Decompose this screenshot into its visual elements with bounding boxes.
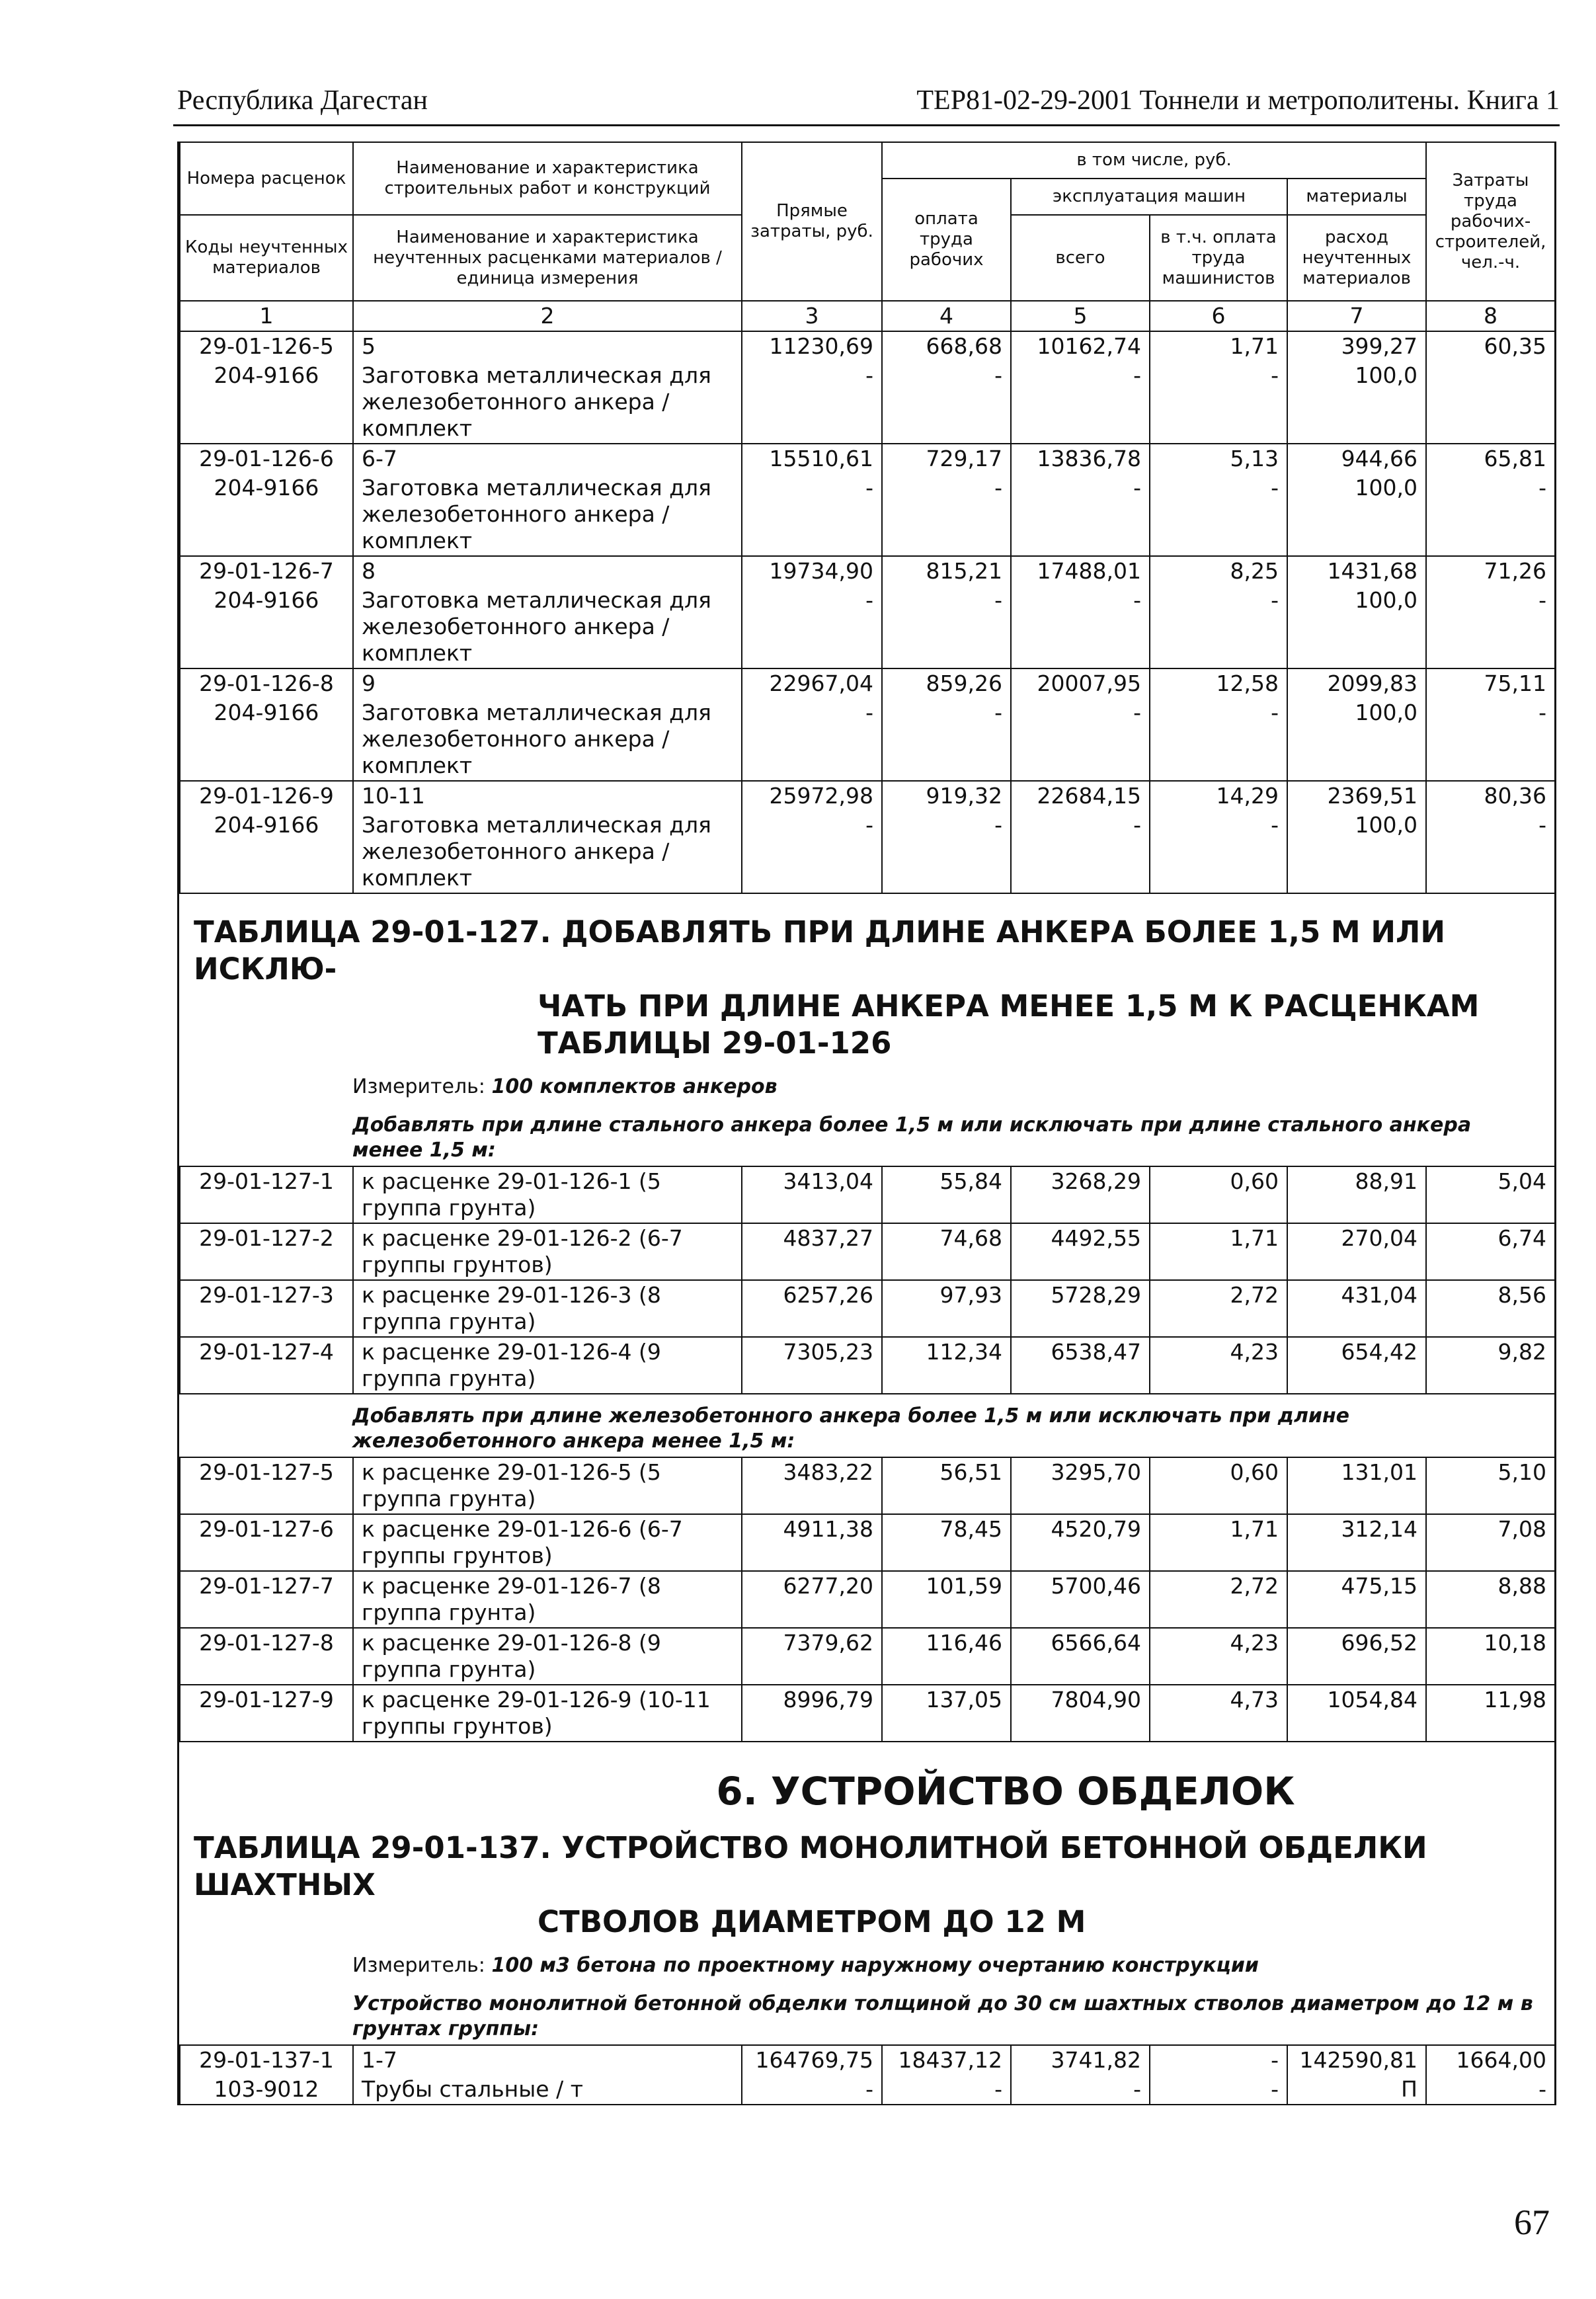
row-value-col5: 4492,55 [1011,1223,1150,1280]
row-value-col5: 6566,64 [1011,1628,1150,1685]
row-value-col3: 8996,79 [742,1685,882,1742]
table-row [180,473,1555,556]
row-value-col3: - [742,811,882,893]
row-value-col3: - [742,473,882,556]
row-value-col7: 654,42 [1287,1337,1426,1394]
row-code: 204-9166 [180,698,353,781]
row-code: 29-01-126-7 [180,556,353,586]
row-value-col4: - [882,811,1011,893]
row-value-col4: - [882,361,1011,444]
row-value-col8: 71,26 [1426,556,1555,586]
row-code: 29-01-126-9 [180,781,353,811]
row-value-col6: - [1150,2075,1287,2105]
table-row [180,444,1555,473]
table-127b [179,1457,1556,1742]
table-127-note-steel: Добавлять при длине стального анкера более 1,5 м или исключать при длине стального анкера менее 1,5 м: [352,1113,1472,1162]
row-name: Заготовка металлическая для железобетонного анкера / комплект [353,473,742,556]
row-code: 29-01-127-2 [180,1223,353,1280]
row-value-col8: 80,36 [1426,781,1555,811]
row-value-col4: 729,17 [882,444,1011,473]
row-value-col3: 19734,90 [742,556,882,586]
row-code: 204-9166 [180,811,353,893]
row-value-col6: 2,72 [1150,1280,1287,1337]
table-row [180,1685,1555,1742]
row-value-col4: 74,68 [882,1223,1011,1280]
table-row [180,1166,1555,1223]
table-row [180,811,1555,893]
row-value-col4: 56,51 [882,1457,1011,1514]
row-value-col5: 3268,29 [1011,1166,1150,1223]
header-col3: Прямые затраты, руб. [742,142,882,301]
header-col8: Затраты труда рабочих-строителей, чел.-ч. [1426,142,1555,301]
row-code: 29-01-127-3 [180,1280,353,1337]
row-value-col4: 78,45 [882,1514,1011,1571]
row-value-col8: 7,08 [1426,1514,1555,1571]
row-name: к расценке 29-01-126-2 (6-7 группы грунтов) [353,1223,742,1280]
row-code: 29-01-127-6 [180,1514,353,1571]
row-value-col7: 431,04 [1287,1280,1426,1337]
row-value-col7: 696,52 [1287,1628,1426,1685]
row-value-col3: 25972,98 [742,781,882,811]
table-row [180,1457,1555,1514]
row-value-col8: 75,11 [1426,668,1555,698]
row-value-col7: 100,0 [1287,361,1426,444]
table-127-meter [179,1069,1554,1104]
row-value-col7: 2369,51 [1287,781,1426,811]
row-name: 9 [353,668,742,698]
row-value-col6: 4,73 [1150,1685,1287,1742]
row-name: Заготовка металлическая для железобетонного анкера / комплект [353,698,742,781]
header-col1b: Коды неучтенных материалов [180,215,353,301]
row-name: к расценке 29-01-126-4 (9 группа грунта) [353,1337,742,1394]
row-name: 6-7 [353,444,742,473]
row-value-col7: 88,91 [1287,1166,1426,1223]
row-value-col7: 100,0 [1287,698,1426,781]
row-value-col6: - [1150,473,1287,556]
row-value-col4: 55,84 [882,1166,1011,1223]
row-value-col8 [1426,361,1555,444]
row-value-col6: 4,23 [1150,1628,1287,1685]
table-127a-body [180,1166,1555,1394]
row-value-col4: 116,46 [882,1628,1011,1685]
row-value-col8: - [1426,2075,1555,2105]
row-name: к расценке 29-01-126-7 (8 группа грунта) [353,1571,742,1628]
row-value-col7: 1054,84 [1287,1685,1426,1742]
row-value-col8: 1664,00 [1426,2045,1555,2075]
row-value-col4: 668,68 [882,331,1011,361]
col-number: 4 [882,301,1011,331]
table-127-title-line2: ЧАТЬ ПРИ ДЛИНЕ АНКЕРА МЕНЕЕ 1,5 М К РАСЦЕНКАМ [538,988,1480,1024]
table-126-body [180,331,1555,893]
row-value-col4: 137,05 [882,1685,1011,1742]
row-value-col5: 7804,90 [1011,1685,1150,1742]
meter-label: Измеритель: [352,1075,485,1098]
table-137-title-line1: ТАБЛИЦА 29-01-137. УСТРОЙСТВО МОНОЛИТНОЙ БЕТОННОЙ ОБДЕЛКИ ШАХТНЫХ [194,1830,1427,1902]
meter-value: 100 комплектов анкеров [491,1075,778,1098]
header-col1a: Номера расценок [180,142,353,215]
table-row [180,1280,1555,1337]
row-value-col4: - [882,586,1011,668]
row-value-col8: - [1426,811,1555,893]
row-value-col3: 15510,61 [742,444,882,473]
table-137-title-line2: СТВОЛОВ ДИАМЕТРОМ ДО 12 М [538,1904,1086,1939]
table-row [180,586,1555,668]
row-code: 29-01-127-1 [180,1166,353,1223]
row-value-col5: - [1011,586,1150,668]
row-value-col6: 4,23 [1150,1337,1287,1394]
running-head [177,85,1560,124]
table-127b-body [180,1457,1555,1742]
row-value-col7: 1431,68 [1287,556,1426,586]
table-row [180,668,1555,698]
row-value-col6: 2,72 [1150,1571,1287,1628]
row-value-col7: 312,14 [1287,1514,1426,1571]
row-code: 204-9166 [180,361,353,444]
table-row [180,556,1555,586]
row-value-col6: - [1150,586,1287,668]
row-name: к расценке 29-01-126-1 (5 группа грунта) [353,1166,742,1223]
table-row [180,1514,1555,1571]
col-number: 1 [180,301,353,331]
row-value-col5: 17488,01 [1011,556,1150,586]
table-row [180,2045,1555,2075]
row-value-col4: - [882,2075,1011,2105]
row-value-col5: 3295,70 [1011,1457,1150,1514]
header-rule [173,124,1560,126]
row-value-col5: - [1011,811,1150,893]
row-value-col4: 18437,12 [882,2045,1011,2075]
row-value-col7: 270,04 [1287,1223,1426,1280]
table-row [180,1337,1555,1394]
table-row [180,698,1555,781]
row-value-col6: 0,60 [1150,1457,1287,1514]
row-value-col3: 7305,23 [742,1337,882,1394]
row-value-col3: 22967,04 [742,668,882,698]
row-value-col3: 11230,69 [742,331,882,361]
table-137-body [180,2045,1555,2105]
row-code: 29-01-127-8 [180,1628,353,1685]
col-number: 2 [353,301,742,331]
row-value-col6: - [1150,698,1287,781]
row-value-col3: - [742,361,882,444]
header-col5: всего [1011,215,1150,301]
row-value-col3: 3413,04 [742,1166,882,1223]
header-col6: в т.ч. оплата труда машинистов [1150,215,1287,301]
header-mat: материалы [1287,179,1426,215]
row-value-col5: - [1011,698,1150,781]
row-value-col7: 100,0 [1287,473,1426,556]
row-name: к расценке 29-01-126-9 (10-11 группы грунтов) [353,1685,742,1742]
row-value-col8: - [1426,698,1555,781]
row-value-col5: - [1011,361,1150,444]
row-value-col3: - [742,2075,882,2105]
row-value-col7: 944,66 [1287,444,1426,473]
row-value-col6: - [1150,361,1287,444]
row-name: 1-7 [353,2045,742,2075]
header-incl: в том числе, руб. [882,142,1426,179]
row-value-col5: 6538,47 [1011,1337,1150,1394]
row-value-col6: 0,60 [1150,1166,1287,1223]
row-value-col6: 1,71 [1150,331,1287,361]
row-value-col3: - [742,586,882,668]
row-code: 29-01-126-6 [180,444,353,473]
row-value-col4: 97,93 [882,1280,1011,1337]
table-row [180,1571,1555,1628]
row-code: 29-01-126-5 [180,331,353,361]
row-value-col5: 5728,29 [1011,1280,1150,1337]
row-name: к расценке 29-01-126-3 (8 группа грунта) [353,1280,742,1337]
row-value-col7: 399,27 [1287,331,1426,361]
row-value-col5: 3741,82 [1011,2045,1150,2075]
section-title: 6. УСТРОЙСТВО ОБДЕЛОК [716,1769,1295,1814]
table-header [179,141,1556,894]
row-name: к расценке 29-01-126-8 (9 группа грунта) [353,1628,742,1685]
table-row [180,2075,1555,2105]
col-number: 7 [1287,301,1426,331]
table-127-title-line1: ТАБЛИЦА 29-01-127. ДОБАВЛЯТЬ ПРИ ДЛИНЕ АНКЕРА БОЛЕЕ 1,5 М ИЛИ ИСКЛЮ- [194,914,1446,987]
page-number: 67 [1514,2202,1550,2242]
row-value-col5: 22684,15 [1011,781,1150,811]
row-code: 29-01-137-1 [180,2045,353,2075]
row-code: 29-01-127-9 [180,1685,353,1742]
row-value-col3: 3483,22 [742,1457,882,1514]
row-value-col3: 6277,20 [742,1571,882,1628]
row-code: 103-9012 [180,2075,353,2105]
row-value-col3: 6257,26 [742,1280,882,1337]
row-value-col7: П [1287,2075,1426,2105]
col-number: 6 [1150,301,1287,331]
row-value-col8: 10,18 [1426,1628,1555,1685]
row-value-col4: - [882,698,1011,781]
running-head-left: Республика Дагестан [177,85,428,116]
row-value-col5: 5700,46 [1011,1571,1150,1628]
row-value-col8: 8,88 [1426,1571,1555,1628]
header-col7: расход неучтенных материалов [1287,215,1426,301]
row-value-col4: - [882,473,1011,556]
row-value-col6: 12,58 [1150,668,1287,698]
row-value-col8: - [1426,586,1555,668]
col-number: 3 [742,301,882,331]
col-number: 5 [1011,301,1150,331]
row-value-col6: 1,71 [1150,1223,1287,1280]
row-value-col8: 65,81 [1426,444,1555,473]
row-value-col7: 475,15 [1287,1571,1426,1628]
row-value-col4: 859,26 [882,668,1011,698]
row-value-col4: 112,34 [882,1337,1011,1394]
row-value-col6: - [1150,2045,1287,2075]
header-mach: эксплуатация машин [1011,179,1287,215]
row-name: 10-11 [353,781,742,811]
row-code: 204-9166 [180,473,353,556]
row-value-col8: 5,10 [1426,1457,1555,1514]
row-value-col5: 13836,78 [1011,444,1150,473]
row-value-col7: 131,01 [1287,1457,1426,1514]
col-number: 8 [1426,301,1555,331]
table-row [180,331,1555,361]
header-col4: оплата труда рабочих [882,179,1011,301]
row-value-col7: 142590,81 [1287,2045,1426,2075]
header-col2b: Наименование и характеристика неучтенных расценками материалов / единица измерения [353,215,742,301]
row-value-col7: 100,0 [1287,811,1426,893]
row-code: 29-01-127-5 [180,1457,353,1514]
meter-label: Измеритель: [352,1954,485,1977]
row-value-col7: 2099,83 [1287,668,1426,698]
row-code: 29-01-127-7 [180,1571,353,1628]
table-127-note-rc: Добавлять при длине железобетонного анкера более 1,5 м или исключать при длине железобетонного анкера менее 1,5 м: [352,1404,1350,1453]
row-name: Трубы стальные / т [353,2075,742,2105]
row-code: 204-9166 [180,586,353,668]
row-name: Заготовка металлическая для железобетонного анкера / комплект [353,811,742,893]
table-row [180,1628,1555,1685]
row-value-col3: 4837,27 [742,1223,882,1280]
row-name: к расценке 29-01-126-6 (6-7 группы грунтов) [353,1514,742,1571]
row-name: Заготовка металлическая для железобетонного анкера / комплект [353,361,742,444]
table-137-title [179,1830,1554,1947]
row-value-col4: 815,21 [882,556,1011,586]
row-value-col4: 101,59 [882,1571,1011,1628]
table-127-title [179,894,1554,1069]
row-code: 29-01-127-4 [180,1337,353,1394]
meter-value: 100 м3 бетона по проектному наружному очертанию конструкции [491,1954,1259,1977]
row-value-col3: 4911,38 [742,1514,882,1571]
table-row [180,361,1555,444]
table-127a [179,1166,1556,1394]
table-row [180,1223,1555,1280]
row-value-col8: 11,98 [1426,1685,1555,1742]
row-value-col5: 4520,79 [1011,1514,1150,1571]
row-value-col5: - [1011,473,1150,556]
row-value-col8: 9,82 [1426,1337,1555,1394]
row-name: Заготовка металлическая для железобетонного анкера / комплект [353,586,742,668]
row-value-col6: 1,71 [1150,1514,1287,1571]
row-value-col5: 20007,95 [1011,668,1150,698]
row-name: 8 [353,556,742,586]
header-col2a: Наименование и характеристика строительных работ и конструкций [353,142,742,215]
table-137-meter [179,1947,1554,1982]
row-value-col6: - [1150,811,1287,893]
row-value-col8: 8,56 [1426,1280,1555,1337]
running-head-right: ТЕР81-02-29-2001 Тоннели и метрополитены. Книга 1 [916,85,1560,116]
row-value-col8: 5,04 [1426,1166,1555,1223]
row-value-col3: 164769,75 [742,2045,882,2075]
row-value-col6: 8,25 [1150,556,1287,586]
row-name: к расценке 29-01-126-5 (5 группа грунта) [353,1457,742,1514]
table-137 [179,2044,1556,2105]
row-name: 5 [353,331,742,361]
row-value-col6: 5,13 [1150,444,1287,473]
row-value-col6: 14,29 [1150,781,1287,811]
row-value-col8: 6,74 [1426,1223,1555,1280]
row-value-col5: - [1011,2075,1150,2105]
row-value-col4: 919,32 [882,781,1011,811]
row-code: 29-01-126-8 [180,668,353,698]
row-value-col5: 10162,74 [1011,331,1150,361]
table-127-title-line3: ТАБЛИЦЫ 29-01-126 [538,1026,892,1061]
page-frame [177,141,1556,2105]
row-value-col7: 100,0 [1287,586,1426,668]
row-value-col8: - [1426,473,1555,556]
row-value-col3: 7379,62 [742,1628,882,1685]
row-value-col8: 60,35 [1426,331,1555,361]
table-137-note: Устройство монолитной бетонной обделки толщиной до 30 см шахтных стволов диаметром до 12 м в грунтах группы: [352,1992,1533,2040]
row-value-col3: - [742,698,882,781]
table-row [180,781,1555,811]
